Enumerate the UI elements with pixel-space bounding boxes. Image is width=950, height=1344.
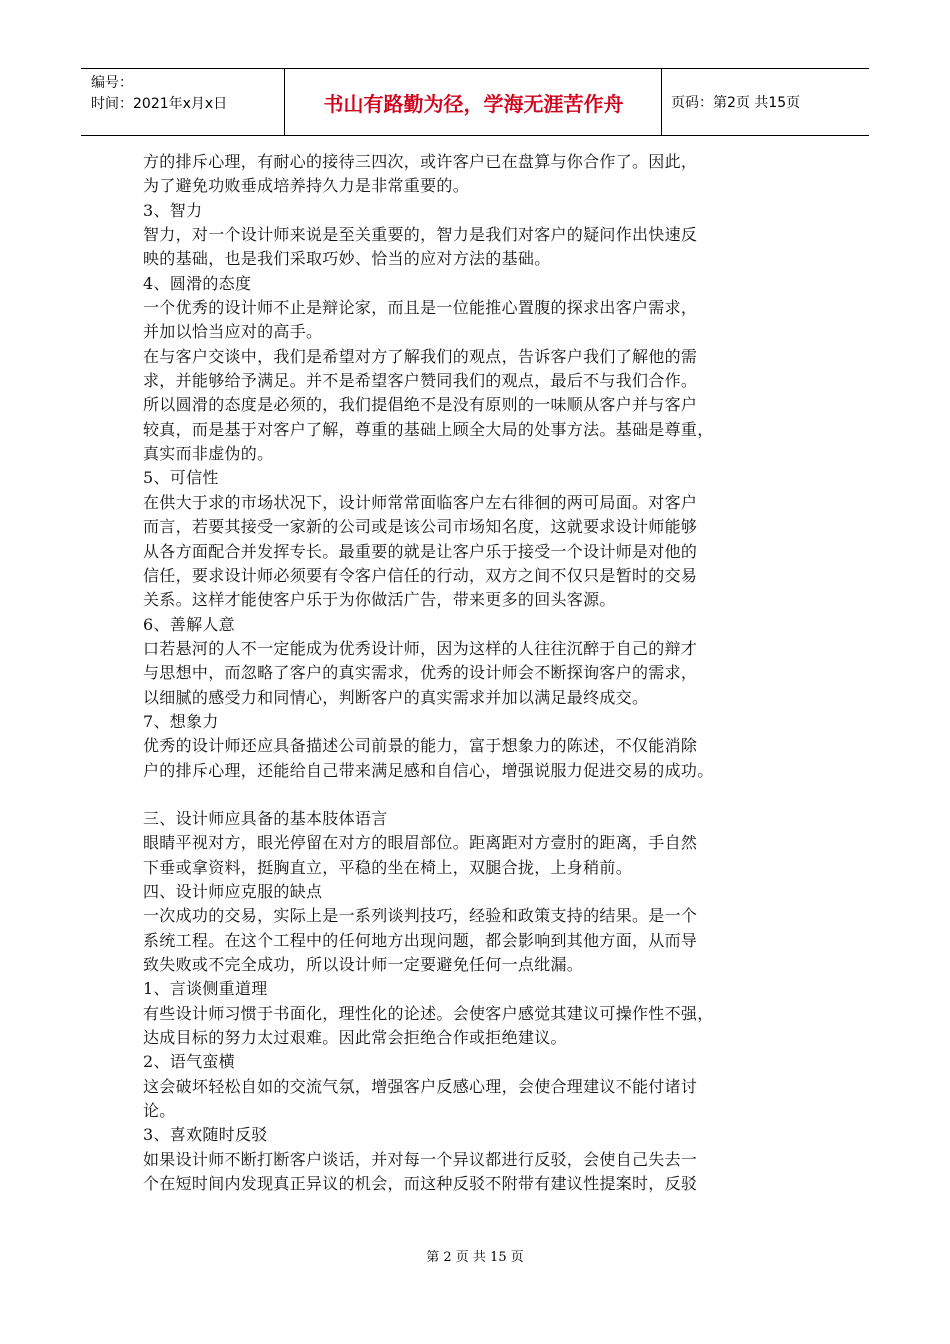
- text-line: 论。: [143, 1101, 176, 1121]
- text-line: 真实而非虚伪的。: [143, 444, 274, 464]
- text-line: 下垂或拿资料，挺胸直立，平稳的坐在椅上，双腿合拢，上身稍前。: [143, 857, 633, 877]
- number-label: 编号：: [91, 75, 133, 91]
- text-line: 映的基础，也是我们采取巧妙、恰当的应对方法的基础。: [143, 249, 551, 269]
- document-body: [143, 150, 808, 1196]
- text-line: 信任，要求设计师必须要有令客户信任的行动，双方之间不仅只是暂时的交易: [143, 565, 698, 585]
- time-label: 时间：2021年x月x日: [91, 96, 228, 112]
- page-footer: 第 2 页 共 15 页: [426, 1250, 524, 1265]
- text-line: 6、善解人意: [143, 614, 235, 634]
- text-line: 2、语气蛮横: [143, 1052, 235, 1072]
- text-line: 一个优秀的设计师不止是辩论家，而且是一位能推心置腹的探求出客户需求，: [143, 298, 698, 318]
- blank-line: [143, 783, 808, 807]
- text-line: 从各方面配合并发挥专长。最重要的就是让客户乐于接受一个设计师是对他的: [143, 541, 698, 561]
- text-line: 方的排斥心理，有耐心的接待三四次，或许客户已在盘算与你合作了。因此，: [143, 152, 698, 171]
- text-line: 智力，对一个设计师来说是至关重要的，智力是我们对客户的疑问作出快速反: [143, 225, 698, 245]
- text-line: 3、智力: [143, 200, 203, 220]
- text-line: 3、喜欢随时反驳: [143, 1125, 268, 1145]
- text-line: 达成目标的努力太过艰难。因此常会拒绝合作或拒绝建议。: [143, 1028, 567, 1048]
- header-page-info: 页码：第2页 共15页: [671, 95, 801, 111]
- text-line: 系统工程。在这个工程中的任何地方出现问题，都会影响到其他方面，从而导: [143, 930, 698, 950]
- text-line: 如果设计师不断打断客户谈话，并对每一个异议都进行反驳，会使自己失去一: [143, 1149, 698, 1169]
- text-line: 求，并能够给予满足。并不是希望客户赞同我们的观点，最后不与我们合作。: [143, 371, 698, 391]
- text-line: 所以圆滑的态度是必须的，我们提倡绝不是没有原则的一味顺从客户并与客户: [143, 395, 698, 415]
- text-line: 而言，若要其接受一家新的公司或是该公司市场知名度，这就要求设计师能够: [143, 517, 698, 537]
- text-line: 4、圆滑的态度: [143, 273, 252, 293]
- text-line: 在与客户交谈中，我们是希望对方了解我们的观点，告诉客户我们了解他的需: [143, 346, 698, 366]
- document-header: [81, 68, 869, 136]
- text-line: 眼睛平视对方，眼光停留在对方的眼眉部位。距离距对方壹肘的距离，手自然: [143, 833, 698, 853]
- text-line: 较真，而是基于对客户了解，尊重的基础上顾全大局的处事方法。基础是尊重，: [143, 419, 714, 439]
- text-line: 以细腻的感受力和同情心，判断客户的真实需求并加以满足最终成交。: [143, 687, 649, 707]
- text-line: 为了避免功败垂成培养持久力是非常重要的。: [143, 176, 470, 196]
- text-line: 一次成功的交易，实际上是一系列谈判技巧，经验和政策支持的结果。是一个: [143, 906, 698, 926]
- text-line: 四、设计师应克服的缺点: [143, 881, 323, 901]
- text-line: 1、言谈侧重道理: [143, 979, 268, 999]
- text-line: 并加以恰当应对的高手。: [143, 322, 323, 342]
- text-line: 与思想中，而忽略了客户的真实需求，优秀的设计师会不断探询客户的需求，: [143, 663, 698, 683]
- text-line: 5、可信性: [143, 468, 219, 488]
- text-line: 优秀的设计师还应具备描述公司前景的能力，富于想象力的陈述，不仅能消除: [143, 736, 698, 756]
- text-line: 有些设计师习惯于书面化，理性化的论述。会使客户感觉其建议可操作性不强，: [143, 1003, 714, 1023]
- text-line: 致失败或不完全成功，所以设计师一定要避免任何一点纰漏。: [143, 955, 584, 974]
- text-line: 口若悬河的人不一定能成为优秀设计师，因为这样的人往往沉醉于自己的辩才: [143, 638, 698, 658]
- text-line: 三、设计师应具备的基本肢体语言: [143, 808, 388, 828]
- header-meta: [91, 73, 227, 115]
- text-line: 在供大于求的市场状况下，设计师常常面临客户左右徘徊的两可局面。对客户: [143, 492, 698, 512]
- text-line: 个在短时间内发现真正异议的机会，而这种反驳不附带有建议性提案时，反驳: [143, 1174, 698, 1194]
- text-line: 这会破坏轻松自如的交流气氛，增强客户反感心理，会使合理建议不能付诸讨: [143, 1076, 698, 1096]
- text-line: 户的排斥心理，还能给自己带来满足感和自信心，增强说服力促进交易的成功。: [143, 760, 714, 780]
- header-motto: 书山有路勤为径，学海无涯苦作舟: [323, 91, 624, 116]
- text-line: 7、想象力: [143, 711, 219, 731]
- header-divider-left: [284, 69, 285, 135]
- header-divider-right: [661, 69, 662, 135]
- text-line: 关系。这样才能使客户乐于为你做活广告，带来更多的回头客源。: [143, 590, 616, 610]
